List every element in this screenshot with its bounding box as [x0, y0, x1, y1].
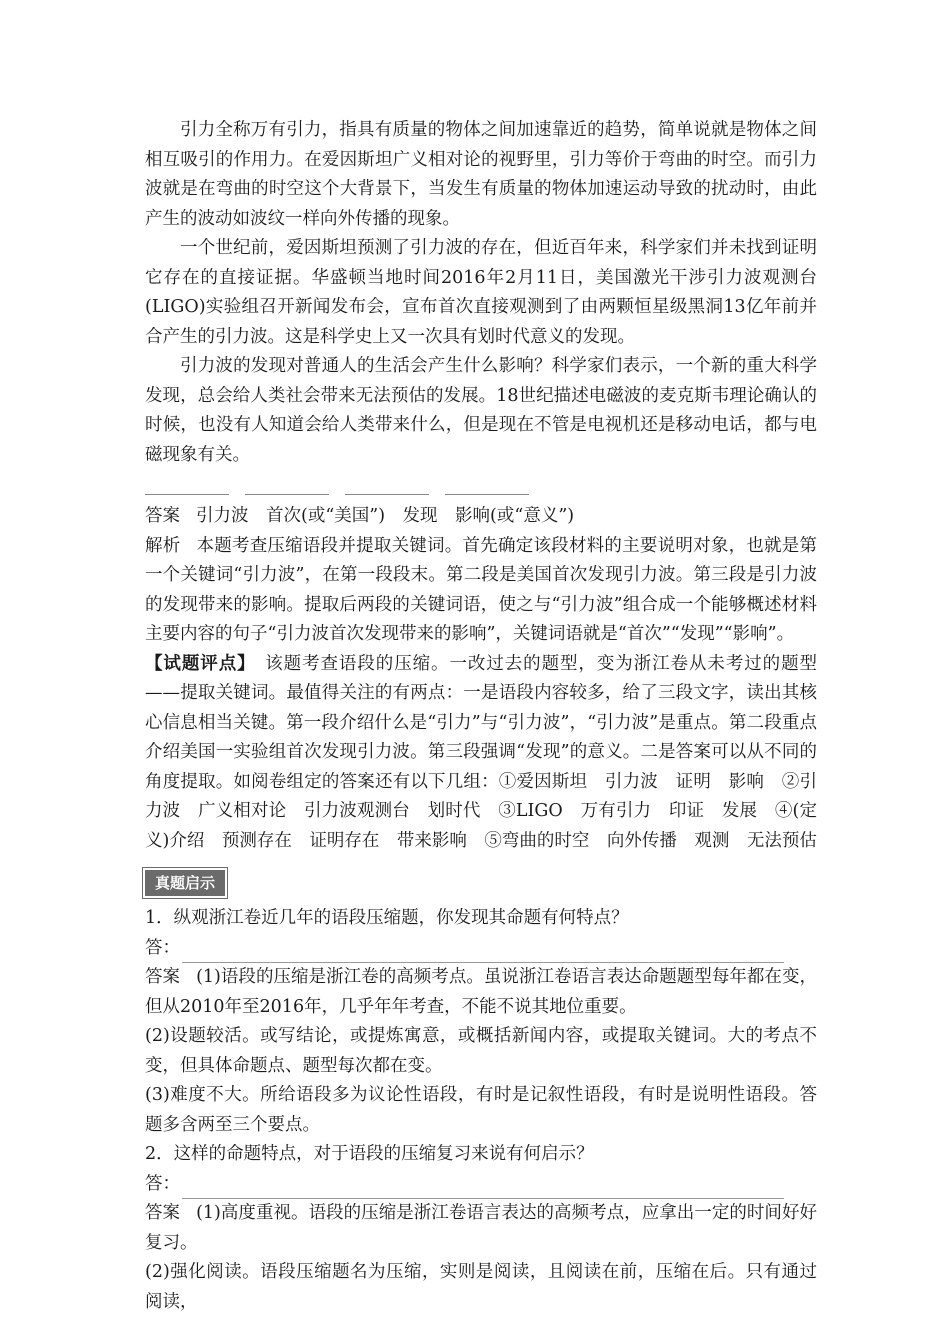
review-text: 该题考查语段的压缩。一改过去的题型，变为浙江卷从未考过的题型——提取关键词。最值得关注的有两点：一是语段内容较多，给了三段文字，读出其核心信息相当关键。第一段介绍什么是“引力”与“引力波”，“引力波”是重点。第二段重点介绍美国一实验组首次发现引力波。第三段强调“发现”的意义。二是答案可以从不同的角度提取。如阅卷组定的答案还有以下几组：①爱因斯坦 引力波 证明 影响 ②引力波 广义相对论 引力波观测台 划时代 ③LIGO 万有引力 印证 发展 ④(定义)介绍 预测存在 证明存在 带来影响 ⑤弯曲的时空 向外传播 观测 无法预估 — [145, 653, 818, 851]
answer-label: 答案 — [145, 1203, 181, 1223]
answer-point-1: (1)高度重视。语段的压缩是浙江卷语言表达的高频考点，应拿出一定的时间好好复习。 — [145, 1203, 818, 1253]
answer-point-2: (2)强化阅读。语段压缩题名为压缩，实则是阅读，且阅读在前，压缩在后。只有通过阅读， — [145, 1262, 817, 1312]
question-1-answer — [145, 963, 817, 1022]
review — [145, 650, 817, 857]
answer-point-2: (2)设题较活。或写结论，或提炼寓意，或概括新闻内容，或提取关键词。大的考点不变，但具体命题点、题型每次都在变。 — [145, 1026, 817, 1076]
section-tag: 真题启示 — [145, 870, 225, 896]
review-label: 【试题评点】 — [145, 653, 247, 674]
passage-paragraph-2: 一个世纪前，爱因斯坦预测了引力波的存在，但近百年来，科学家们并未找到证明它存在的直接证据。华盛顿当地时间2016年2月11日，美国激光干涉引力波观测台(LIGO)实验组召开新闻发布会，宣布首次直接观测到了由两颗恒星级黑洞13亿年前并合产生的引力波。这是科学史上又一次具有划时代意义的发现。 — [145, 238, 817, 347]
question-1-answer-line — [145, 934, 817, 964]
passage-paragraph-1: 引力全称万有引力，指具有质量的物体之间加速靠近的趋势，简单说就是物体之间相互吸引的作用力。在爱因斯坦广义相对论的视野里，引力等价于弯曲的时空。而引力波就是在弯曲的时空这个大背景下，当发生有质量的物体加速运动导致的扰动时，由此产生的波动如波纹一样向外传播的现象。 — [145, 120, 817, 229]
answer-text: 引力波 首次(或“美国”) 发现 影响(或“意义”) — [196, 506, 575, 526]
answer-blanks — [145, 482, 817, 496]
answer-prompt: 答： — [145, 937, 180, 958]
answer-input-line[interactable] — [182, 1180, 784, 1199]
answer-blank[interactable] — [145, 482, 229, 495]
document-page — [145, 116, 817, 1317]
passage-paragraph-3: 引力波的发现对普通人的生活会产生什么影响？科学家们表示，一个新的重大科学发现，总会给人类社会带来无法预估的发展。18世纪描述电磁波的麦克斯韦理论确认的时候，也没有人知道会给人类带来什么，但是现在不管是电视机还是移动电话，都与电磁现象有关。 — [145, 356, 817, 465]
analysis-text: 本题考查压缩语段并提取关键词。首先确定该段材料的主要说明对象，也就是第一个关键词“引力波”，在第一段段末。第二段是美国首次发现引力波。第三段是引力波的发现带来的影响。提取后两段的关键词语，使之与“引力波”组合成一个能够概述材料主要内容的句子“引力波首次发现带来的影响”，关键词语就是“首次”“发现”“影响”。 — [145, 535, 818, 644]
answer-prompt: 答： — [145, 1173, 180, 1194]
question-1: 1．纵观浙江卷近几年的语段压缩题，你发现其命题有何特点？ — [145, 908, 629, 928]
answer-1 — [145, 502, 817, 532]
answer-point-3: (3)难度不大。所给语段多为议论性语段，有时是记叙性语段，有时是说明性语段。答题多含两至三个要点。 — [145, 1085, 817, 1135]
answer-blank[interactable] — [445, 482, 529, 495]
analysis-label: 解析 — [145, 535, 181, 556]
question-2: 2．这样的命题特点，对于语段的压缩复习来说有何启示？ — [145, 1144, 594, 1164]
answer-blank[interactable] — [345, 482, 429, 495]
answer-label: 答案 — [145, 967, 181, 987]
analysis — [145, 532, 817, 650]
question-2-answer — [145, 1199, 817, 1258]
answer-input-line[interactable] — [182, 944, 784, 963]
answer-blank[interactable] — [245, 482, 329, 495]
answer-point-1: (1)语段的压缩是浙江卷的高频考点。虽说浙江卷语言表达命题题型每年都在变，但从2010年至2016年，几乎年年考查，不能不说其地位重要。 — [145, 967, 818, 1017]
question-2-answer-line — [145, 1170, 817, 1200]
answer-label: 答案 — [145, 506, 180, 526]
